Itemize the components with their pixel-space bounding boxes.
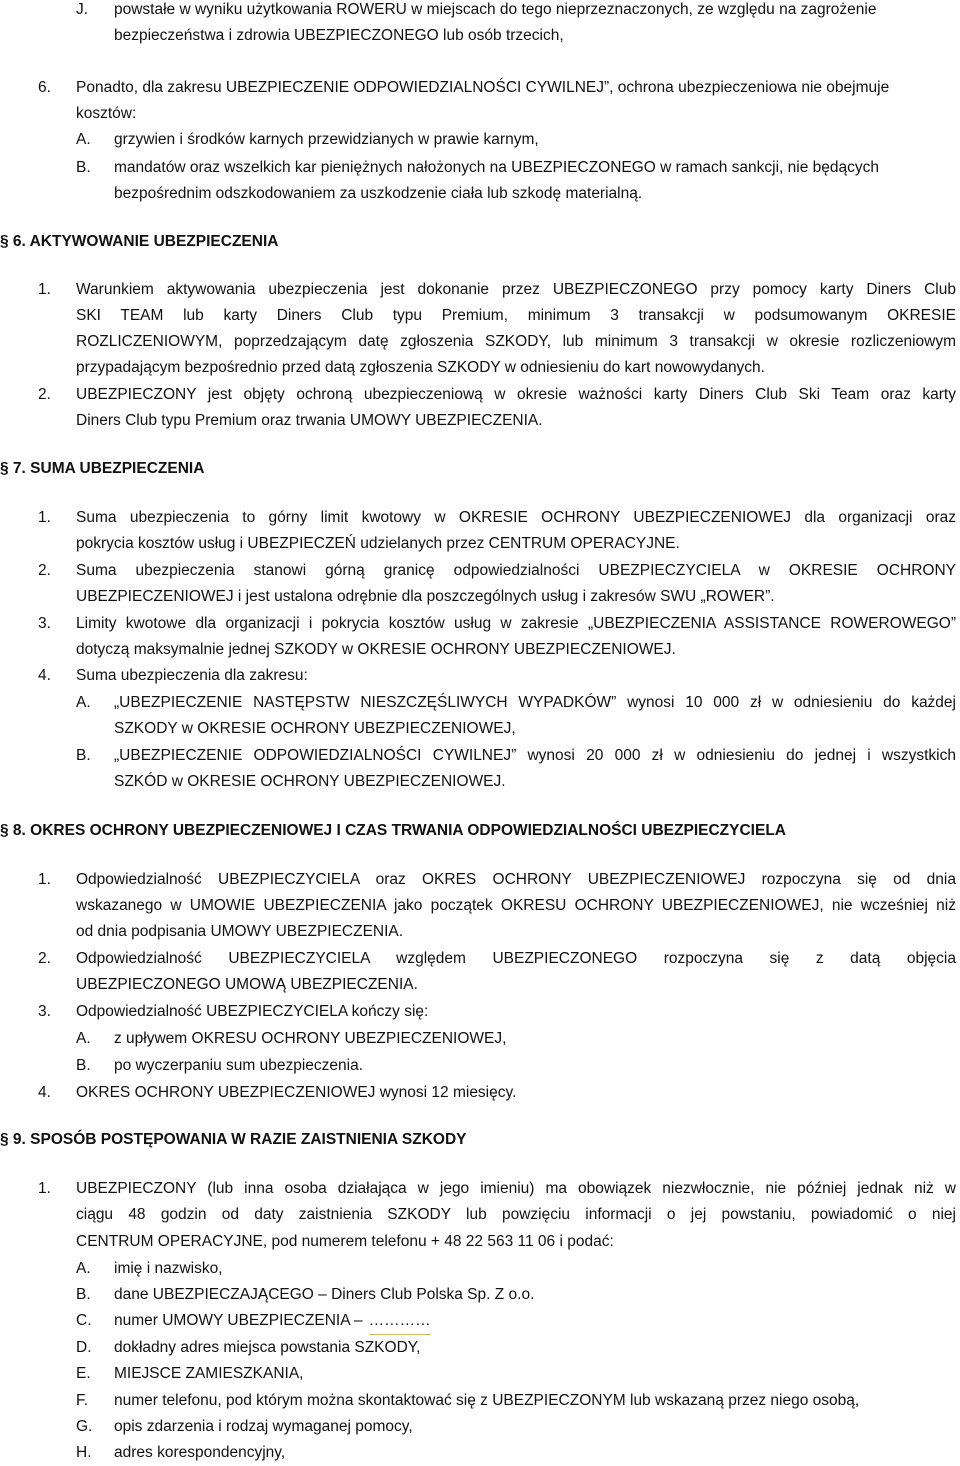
item-text-line: ROZLICZENIOWYM, poprzedzającym datę zgłoszenia SZKODY, lub minimum 3 transakcji w okresie rozliczeniowym bbox=[76, 333, 956, 350]
item-text-line: po wyczerpaniu sum ubezpieczenia. bbox=[114, 1057, 363, 1074]
item-marker: A. bbox=[76, 694, 91, 711]
item-text-line: pokrycia kosztów usług i UBEZPIECZEŃ udzielanych przez CENTRUM OPERACYJNE. bbox=[76, 535, 680, 552]
item-text-line: OKRES OCHRONY UBEZPIECZENIOWEJ wynosi 12 miesięcy. bbox=[76, 1084, 517, 1101]
item-marker: 1. bbox=[38, 871, 51, 888]
list-item-3A bbox=[76, 1026, 506, 1052]
list-item-1 bbox=[38, 1176, 956, 1202]
item-text-line: Ponadto, dla zakresu UBEZPIECZENIE ODPOWIEDZIALNOŚCI CYWILNEJ”, ochrona ubezpieczeniowa nie obejmuje bbox=[76, 79, 890, 96]
list-item-4A-cont bbox=[114, 716, 516, 742]
item-marker: F. bbox=[76, 1392, 89, 1409]
item-text-line: UBEZPIECZONY (lub inna osoba działająca w jego imieniu) ma obowiązek niezwłocznie, nie później jednak niż w bbox=[76, 1180, 956, 1197]
item-marker: B. bbox=[76, 1057, 91, 1074]
item-text-line: ciągu 48 godzin od daty zaistnienia SZKODY lub powzięciu informacji o jej powstaniu, powiadomić o niej bbox=[76, 1206, 956, 1223]
item-marker: 1. bbox=[38, 281, 51, 298]
section-heading bbox=[0, 229, 278, 255]
item-marker: B. bbox=[76, 159, 91, 176]
item-text: MIEJSCE ZAMIESZKANIA, bbox=[114, 1365, 304, 1382]
item-text-line: Odpowiedzialność UBEZPIECZYCIELA oraz OKRES OCHRONY UBEZPIECZENIOWEJ rozpoczyna się od dnia bbox=[76, 871, 956, 888]
item-text-line: grzywien i środków karnych przewidzianych w prawie karnym, bbox=[114, 131, 539, 148]
policy-number-blank: ………… bbox=[369, 1308, 431, 1335]
item-text-line: powstałe w wyniku użytkowania ROWERU w miejscach do tego nieprzeznaczonych, ze względu na zagrożenie bbox=[114, 1, 877, 18]
list-item-2-cont bbox=[76, 972, 418, 998]
list-item-1 bbox=[38, 505, 956, 531]
list-item-1 bbox=[38, 277, 956, 303]
heading-text: § 9. SPOSÓB POSTĘPOWANIA W RAZIE ZAISTNIENIA SZKODY bbox=[0, 1131, 467, 1148]
item-marker: 4. bbox=[38, 1084, 51, 1101]
list-item-1-cont bbox=[76, 1229, 614, 1255]
list-item-1-cont bbox=[76, 531, 680, 557]
item-marker: 4. bbox=[38, 667, 51, 684]
item-marker: 1. bbox=[38, 1180, 51, 1197]
item-marker: J. bbox=[76, 1, 89, 18]
item-marker: A. bbox=[76, 131, 91, 148]
item-text-line: UBEZPIECZONY jest objęty ochroną ubezpieczeniową w okresie ważności karty Diners Club Ski Team oraz karty bbox=[76, 386, 956, 403]
list-item-2 bbox=[38, 558, 956, 584]
list-item-D bbox=[76, 1335, 420, 1361]
item-marker: 1. bbox=[38, 509, 51, 526]
item-text: imię i nazwisko, bbox=[114, 1260, 223, 1277]
list-item-6B bbox=[76, 155, 956, 181]
item-text-line: bezpośrednim odszkodowaniem za uszkodzenie ciała lub szkodę materialną. bbox=[114, 185, 643, 202]
list-item-A bbox=[76, 1256, 223, 1282]
heading-text: § 8. OKRES OCHRONY UBEZPIECZENIOWEJ I CZAS TRWANIA ODPOWIEDZIALNOŚCI UBEZPIECZYCIELA bbox=[0, 822, 786, 839]
list-item-1 bbox=[38, 867, 956, 893]
item-text-line: Suma ubezpieczenia stanowi górną granicę odpowiedzialności UBEZPIECZYCIELA w OKRESIE OCHRONY bbox=[76, 562, 956, 579]
list-item-H bbox=[76, 1440, 285, 1466]
item-marker: D. bbox=[76, 1339, 92, 1356]
list-item-J bbox=[76, 0, 956, 23]
item-text-line: SZKODY w OKRESIE OCHRONY UBEZPIECZENIOWEJ, bbox=[114, 720, 516, 737]
item-text: dane UBEZPIECZAJĄCEGO – Diners Club Polska Sp. Z o.o. bbox=[114, 1286, 535, 1303]
item-marker: 2. bbox=[38, 950, 51, 967]
item-text-line: mandatów oraz wszelkich kar pieniężnych nałożonych na UBEZPIECZONEGO w ramach sankcji, nie będących bbox=[114, 159, 879, 176]
list-item-1-cont bbox=[76, 1202, 956, 1228]
item-text-line: Diners Club typu Premium oraz trwania UMOWY UBEZPIECZENIA. bbox=[76, 412, 543, 429]
list-item-1-cont bbox=[76, 329, 956, 355]
item-text-line: dotyczą maksymalnie jednej SZKODY w OKRESIE OCHRONY UBEZPIECZENIOWEJ. bbox=[76, 641, 676, 658]
item-text-line: Odpowiedzialność UBEZPIECZYCIELA kończy się: bbox=[76, 1003, 429, 1020]
list-item-6 bbox=[38, 75, 956, 101]
item-marker: C. bbox=[76, 1312, 92, 1329]
item-text-line: SZKÓD w OKRESIE OCHRONY UBEZPIECZENIOWEJ. bbox=[114, 773, 506, 790]
item-text-line: Warunkiem aktywowania ubezpieczenia jest dokonanie przez UBEZPIECZONEGO przy pomocy karty Diners Club bbox=[76, 281, 956, 298]
list-item-C bbox=[76, 1308, 431, 1335]
list-item-1-cont bbox=[76, 303, 956, 329]
item-text-line: „UBEZPIECZENIE ODPOWIEDZIALNOŚCI CYWILNEJ” wynosi 20 000 zł w odniesieniu do jednej i wszystkich bbox=[114, 747, 956, 764]
item-marker: B. bbox=[76, 1286, 91, 1303]
item-marker: 2. bbox=[38, 386, 51, 403]
list-item-1-cont bbox=[76, 893, 956, 919]
item-marker: 3. bbox=[38, 615, 51, 632]
list-item-E bbox=[76, 1361, 303, 1387]
item-marker: 6. bbox=[38, 79, 51, 96]
item-text-line: od dnia podpisania UMOWY UBEZPIECZENIA. bbox=[76, 923, 404, 940]
item-text: opis zdarzenia i rodzaj wymaganej pomocy, bbox=[114, 1418, 413, 1435]
item-text-line: SKI TEAM lub karty Diners Club typu Premium, minimum 3 transakcji w podsumowanym OKRESIE bbox=[76, 307, 956, 324]
list-item-J-cont bbox=[114, 23, 956, 49]
item-marker: G. bbox=[76, 1418, 93, 1435]
item-marker: E. bbox=[76, 1365, 91, 1382]
item-text-line: Suma ubezpieczenia dla zakresu: bbox=[76, 667, 308, 684]
list-item-2-cont bbox=[76, 584, 775, 610]
item-text: dokładny adres miejsca powstania SZKODY, bbox=[114, 1339, 421, 1356]
item-text-line: UBEZPIECZONEGO UMOWĄ UBEZPIECZENIA. bbox=[76, 976, 418, 993]
list-item-4A bbox=[76, 690, 956, 716]
item-text-line: przypadającym bezpośrednio przed datą zgłoszenia SZKODY w odniesieniu do kart nowowydanych. bbox=[76, 359, 765, 376]
item-text-line: Suma ubezpieczenia to górny limit kwotowy w OKRESIE OCHRONY UBEZPIECZENIOWEJ dla organizacji oraz bbox=[76, 509, 956, 526]
item-marker: A. bbox=[76, 1030, 91, 1047]
list-item-4 bbox=[38, 1080, 516, 1106]
list-item-6A bbox=[76, 127, 539, 153]
item-text-line: z upływem OKRESU OCHRONY UBEZPIECZENIOWEJ, bbox=[114, 1030, 507, 1047]
item-marker: H. bbox=[76, 1444, 92, 1461]
item-text: numer telefonu, pod którym można skontaktować się z UBEZPIECZONYM lub wskazaną przez niego osobą, bbox=[114, 1392, 860, 1409]
item-text-line: CENTRUM OPERACYJNE, pod numerem telefonu + 48 22 563 11 06 i podać: bbox=[76, 1233, 614, 1250]
item-text-line: „UBEZPIECZENIE NASTĘPSTW NIESZCZĘŚLIWYCH WYPADKÓW” wynosi 10 000 zł w odniesieniu do każdej bbox=[114, 694, 956, 711]
item-marker: A. bbox=[76, 1260, 91, 1277]
list-item-3-cont bbox=[76, 637, 676, 663]
list-item-3 bbox=[38, 611, 956, 637]
item-text-line: UBEZPIECZENIOWEJ i jest ustalona odrębnie dla poszczególnych usług i zakresów SWU „ROWER”. bbox=[76, 588, 775, 605]
list-item-4B bbox=[76, 743, 956, 769]
item-text-line: bezpieczeństwa i zdrowia UBEZPIECZONEGO lub osób trzecich, bbox=[114, 27, 564, 44]
item-text: numer UMOWY UBEZPIECZENIA – bbox=[114, 1312, 363, 1329]
list-item-4 bbox=[38, 663, 308, 689]
item-text-line: wskazanego w UMOWIE UBEZPIECZENIA jako początek OKRESU OCHRONY UBEZPIECZENIOWEJ, nie wcześniej niż bbox=[76, 897, 956, 914]
list-item-4B-cont bbox=[114, 769, 506, 795]
list-item-G bbox=[76, 1414, 413, 1440]
section-heading bbox=[0, 818, 786, 844]
list-item-6-cont bbox=[76, 101, 136, 127]
list-item-B bbox=[76, 1282, 534, 1308]
heading-text: § 7. SUMA UBEZPIECZENIA bbox=[0, 460, 205, 477]
list-item-3B bbox=[76, 1053, 363, 1079]
list-item-6B-cont bbox=[114, 181, 642, 207]
item-marker: 2. bbox=[38, 562, 51, 579]
list-item-2-cont bbox=[76, 408, 543, 434]
list-item-2 bbox=[38, 946, 956, 972]
item-text-line: Odpowiedzialność UBEZPIECZYCIELA względem UBEZPIECZONEGO rozpoczyna się z datą objęcia bbox=[76, 950, 956, 967]
list-item-1-cont bbox=[76, 355, 765, 381]
section-heading bbox=[0, 456, 204, 482]
item-text: adres korespondencyjny, bbox=[114, 1444, 286, 1461]
section-heading bbox=[0, 1127, 466, 1153]
heading-text: § 6. AKTYWOWANIE UBEZPIECZENIA bbox=[0, 233, 279, 250]
list-item-3 bbox=[38, 999, 428, 1025]
item-marker: B. bbox=[76, 747, 91, 764]
list-item-F bbox=[76, 1388, 859, 1414]
list-item-2 bbox=[38, 382, 956, 408]
item-marker: 3. bbox=[38, 1003, 51, 1020]
item-text-line: kosztów: bbox=[76, 105, 137, 122]
item-text-line: Limity kwotowe dla organizacji i pokrycia kosztów usług w zakresie „UBEZPIECZENIA ASSISTANCE ROWEROWEGO” bbox=[76, 615, 956, 632]
list-item-1-cont bbox=[76, 919, 403, 945]
